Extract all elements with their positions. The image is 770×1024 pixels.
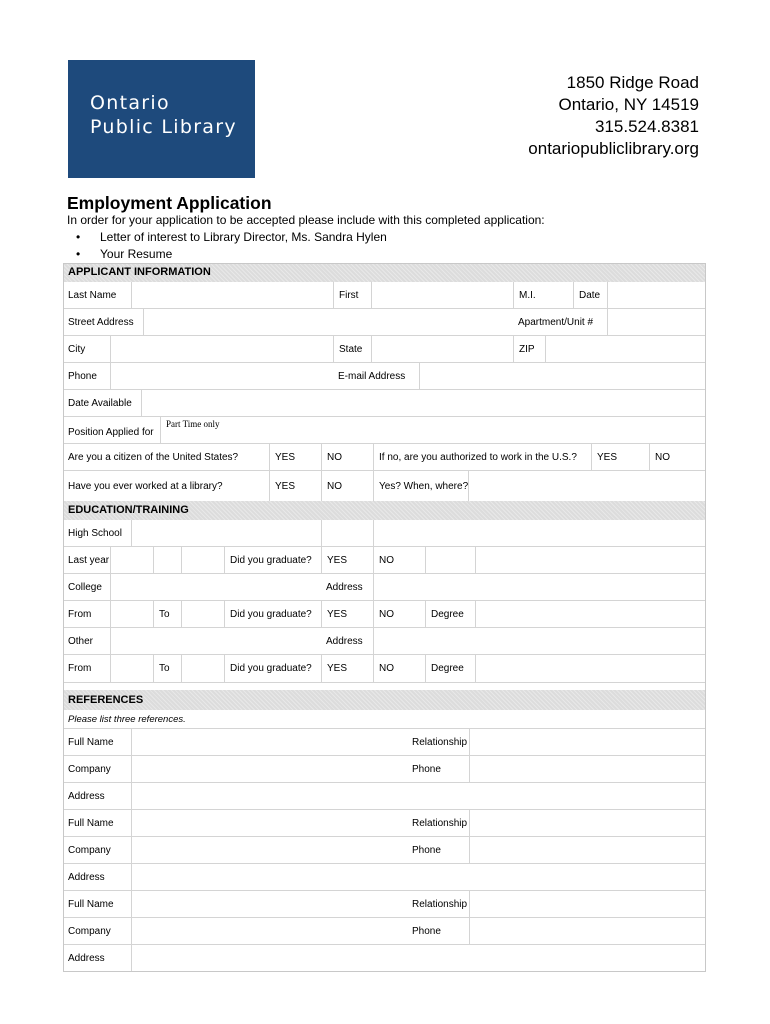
city-field[interactable]: [110, 336, 333, 363]
state-field[interactable]: [371, 336, 513, 363]
label-company: Company: [68, 845, 111, 856]
label-high-school: High School: [68, 528, 122, 539]
form-row-other-dates: [63, 655, 706, 682]
label-email: E-mail Address: [338, 371, 406, 382]
ref3-address-field[interactable]: [131, 945, 706, 972]
form-row-street: [63, 309, 706, 336]
ref3-row-address: [63, 945, 706, 972]
label-address: Address: [68, 872, 105, 883]
form-row-college: [63, 574, 706, 601]
last-year-field-2[interactable]: [153, 547, 181, 574]
college-graduate-no-option[interactable]: NO: [373, 601, 425, 628]
label-relationship: Relationship: [412, 737, 468, 748]
apartment-field[interactable]: [607, 309, 706, 336]
label-other-address: Address: [326, 636, 363, 647]
section-education-header: EDUCATION/TRAINING: [63, 501, 706, 520]
last-year-field-3[interactable]: [181, 547, 224, 574]
references-note: Please list three references.: [63, 710, 706, 729]
label-from: From: [68, 609, 92, 620]
ref2-row-address: [63, 864, 706, 891]
ref3-name-field[interactable]: [131, 891, 407, 918]
ref3-row-name: [63, 891, 706, 918]
address-street: 1850 Ridge Road: [566, 73, 699, 92]
ref1-company-field[interactable]: [131, 756, 407, 783]
label-full-name: Full Name: [68, 737, 114, 748]
label-address: Address: [68, 791, 105, 802]
label-college-address: Address: [326, 582, 363, 593]
label-citizen: Are you a citizen of the United States?: [68, 452, 239, 463]
label-address: Address: [68, 953, 105, 964]
ref2-phone-field[interactable]: [469, 837, 706, 864]
label-last-year: Last year: [68, 555, 110, 566]
zip-field[interactable]: [545, 336, 706, 363]
other-to-field[interactable]: [181, 655, 224, 682]
label-phone: Phone: [412, 926, 441, 937]
label-college-graduate: Did you graduate?: [224, 601, 321, 628]
ref3-company-field[interactable]: [131, 918, 407, 945]
section-spacer: [63, 682, 706, 690]
bullet-text: Your Resume: [100, 247, 173, 261]
label-phone: Phone: [412, 845, 441, 856]
other-graduate-yes-option[interactable]: YES: [321, 655, 373, 682]
label-when-where: Yes? When, where?: [373, 471, 468, 501]
address-city: Ontario, NY 14519: [558, 95, 699, 114]
library-no-option[interactable]: NO: [321, 471, 373, 501]
ref1-relationship-field[interactable]: [469, 729, 706, 756]
label-company: Company: [68, 926, 111, 937]
label-phone: Phone: [68, 371, 97, 382]
label-other-graduate: Did you graduate?: [224, 655, 321, 682]
label-last-name: Last Name: [68, 290, 117, 301]
college-field[interactable]: [110, 574, 321, 601]
high-school-address-field[interactable]: [373, 520, 706, 547]
form-row-name: [63, 282, 706, 309]
label-date: Date: [573, 282, 607, 309]
form-row-city: [63, 336, 706, 363]
citizen-yes-option[interactable]: YES: [269, 444, 321, 471]
ref2-row-company: [63, 837, 706, 864]
ref2-company-field[interactable]: [131, 837, 407, 864]
other-field[interactable]: [110, 628, 321, 655]
ref2-address-field[interactable]: [131, 864, 706, 891]
first-name-field[interactable]: [371, 282, 513, 309]
library-address: [528, 72, 699, 160]
label-to: To: [153, 655, 181, 682]
ref1-name-field[interactable]: [131, 729, 407, 756]
label-to: To: [153, 601, 181, 628]
position-field[interactable]: Part Time only: [160, 417, 706, 444]
form-row-position: [63, 417, 706, 444]
page-title: Employment Application: [67, 193, 272, 213]
address-web[interactable]: ontariopubliclibrary.org: [528, 139, 699, 158]
label-street: Street Address: [68, 317, 134, 328]
bullet-text: Letter of interest to Library Director, Ms. Sandra Hylen: [100, 230, 387, 244]
logo-line-1: Ontario: [90, 92, 170, 114]
form-row-high-school: [63, 520, 706, 547]
label-city: City: [68, 344, 86, 355]
label-library: Have you ever worked at a library?: [68, 480, 223, 492]
college-graduate-yes-option[interactable]: YES: [321, 601, 373, 628]
date-field[interactable]: [607, 282, 706, 309]
ref2-name-field[interactable]: [131, 810, 407, 837]
address-phone: 315.524.8381: [595, 117, 699, 136]
form-row-college-dates: [63, 601, 706, 628]
label-state: State: [333, 336, 371, 363]
section-references-header: REFERENCES: [63, 690, 706, 710]
high-school-extra[interactable]: [321, 520, 373, 547]
last-year-field[interactable]: [110, 547, 153, 574]
library-logo: [68, 60, 255, 178]
label-from: From: [68, 663, 92, 674]
street-field[interactable]: [143, 309, 513, 336]
label-other: Other: [68, 636, 94, 647]
date-available-field[interactable]: [141, 390, 706, 417]
label-date-available: Date Available: [68, 398, 132, 409]
ref3-row-company: [63, 918, 706, 945]
college-to-field[interactable]: [181, 601, 224, 628]
form-row-other: [63, 628, 706, 655]
label-relationship: Relationship: [412, 899, 468, 910]
ref3-phone-field[interactable]: [469, 918, 706, 945]
library-yes-option[interactable]: YES: [269, 471, 321, 501]
section-applicant-header: APPLICANT INFORMATION: [63, 263, 706, 282]
other-degree-field[interactable]: [475, 655, 706, 682]
phone-field[interactable]: [110, 363, 333, 390]
ref1-row-company: [63, 756, 706, 783]
ref1-row-name: [63, 729, 706, 756]
hs-graduate-yes-option[interactable]: YES: [321, 547, 373, 574]
label-zip: ZIP: [513, 336, 545, 363]
authorized-yes-option[interactable]: YES: [591, 444, 649, 471]
college-from-field[interactable]: [110, 601, 153, 628]
email-field[interactable]: [419, 363, 706, 390]
ref1-phone-field[interactable]: [469, 756, 706, 783]
hs-graduate-no-option[interactable]: NO: [373, 547, 425, 574]
intro-text: In order for your application to be accepted please include with this completed application:: [67, 213, 545, 227]
label-hs-graduate: Did you graduate?: [224, 547, 321, 574]
label-degree: Degree: [425, 655, 475, 682]
label-position: Position Applied for: [68, 427, 154, 438]
logo-line-2: Public Library: [90, 116, 237, 138]
authorized-no-option[interactable]: NO: [649, 444, 706, 471]
citizen-no-option[interactable]: NO: [321, 444, 373, 471]
label-college: College: [68, 582, 102, 593]
last-name-field[interactable]: [131, 282, 333, 309]
ref3-relationship-field[interactable]: [469, 891, 706, 918]
form-row-citizen: [63, 444, 706, 471]
ref2-row-name: [63, 810, 706, 837]
hs-extra-field[interactable]: [425, 547, 475, 574]
label-phone: Phone: [412, 764, 441, 775]
label-relationship: Relationship: [412, 818, 468, 829]
ref1-address-field[interactable]: [131, 783, 706, 810]
label-company: Company: [68, 764, 111, 775]
college-address-field[interactable]: [373, 574, 706, 601]
other-graduate-no-option[interactable]: NO: [373, 655, 425, 682]
label-mi: M.I.: [513, 282, 573, 309]
when-where-field[interactable]: [468, 471, 706, 501]
bullet-item: • Letter of interest to Library Director, Ms. Sandra Hylen: [76, 230, 387, 244]
label-full-name: Full Name: [68, 899, 114, 910]
form-row-library: [63, 471, 706, 501]
label-apartment: Apartment/Unit #: [518, 317, 594, 328]
label-degree: Degree: [425, 601, 475, 628]
label-full-name: Full Name: [68, 818, 114, 829]
form-row-phone: [63, 363, 706, 390]
other-from-field[interactable]: [110, 655, 153, 682]
ref1-row-address: [63, 783, 706, 810]
label-authorized: If no, are you authorized to work in the U.S.?: [373, 444, 591, 471]
ref2-relationship-field[interactable]: [469, 810, 706, 837]
label-first: First: [333, 282, 371, 309]
form-row-date-available: [63, 390, 706, 417]
high-school-field[interactable]: [131, 520, 321, 547]
college-degree-field[interactable]: [475, 601, 706, 628]
hs-extra-field-2[interactable]: [475, 547, 706, 574]
bullet-item: • Your Resume: [76, 247, 173, 261]
form-row-last-year: [63, 547, 706, 574]
other-address-field[interactable]: [373, 628, 706, 655]
